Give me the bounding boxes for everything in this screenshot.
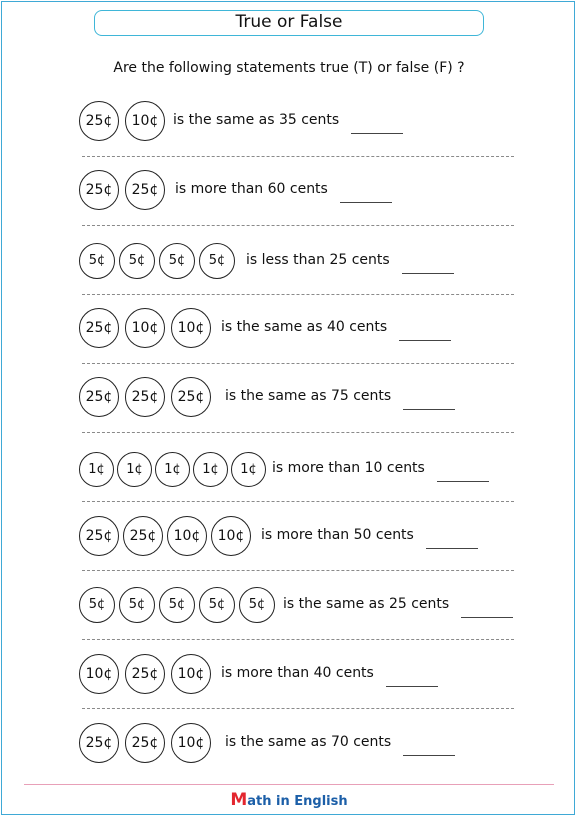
coin: 10¢ bbox=[125, 101, 165, 141]
statement-text: is the same as 75 cents bbox=[225, 388, 392, 404]
coin: 5¢ bbox=[79, 587, 115, 623]
coin: 5¢ bbox=[79, 243, 115, 279]
coin: 1¢ bbox=[117, 452, 152, 487]
row-divider bbox=[82, 570, 514, 571]
answer-blank[interactable] bbox=[399, 340, 451, 341]
page-title: True or False bbox=[94, 10, 484, 36]
answer-blank[interactable] bbox=[403, 409, 455, 410]
row-divider bbox=[82, 639, 514, 640]
statement-text: is the same as 25 cents bbox=[283, 596, 450, 612]
coin: 25¢ bbox=[125, 723, 165, 763]
coin: 5¢ bbox=[119, 243, 155, 279]
logo-text: ath in English bbox=[247, 794, 348, 809]
footer-logo bbox=[0, 790, 578, 810]
coin: 25¢ bbox=[79, 308, 119, 348]
statement-text: is the same as 35 cents bbox=[173, 112, 340, 128]
instructions: Are the following statements true (T) or false (F) ? bbox=[113, 60, 465, 76]
answer-blank[interactable] bbox=[403, 755, 455, 756]
answer-blank[interactable] bbox=[351, 133, 403, 134]
row-divider bbox=[82, 363, 514, 364]
coin: 25¢ bbox=[79, 101, 119, 141]
statement-text: is the same as 40 cents bbox=[221, 319, 388, 335]
row-divider bbox=[82, 501, 514, 502]
footer-divider bbox=[24, 784, 554, 785]
coin: 25¢ bbox=[125, 654, 165, 694]
row-divider bbox=[82, 432, 514, 433]
coin: 25¢ bbox=[125, 170, 165, 210]
answer-blank[interactable] bbox=[402, 273, 454, 274]
coin: 25¢ bbox=[79, 170, 119, 210]
coin: 1¢ bbox=[79, 452, 114, 487]
coin: 25¢ bbox=[79, 723, 119, 763]
coin: 5¢ bbox=[199, 243, 235, 279]
coin: 1¢ bbox=[155, 452, 190, 487]
coin: 25¢ bbox=[79, 377, 119, 417]
coin: 5¢ bbox=[239, 587, 275, 623]
coin: 25¢ bbox=[125, 377, 165, 417]
coin: 10¢ bbox=[171, 308, 211, 348]
coin: 10¢ bbox=[125, 308, 165, 348]
coin: 10¢ bbox=[167, 516, 207, 556]
row-divider bbox=[82, 708, 514, 709]
coin: 10¢ bbox=[79, 654, 119, 694]
logo-letter-m: M bbox=[230, 790, 248, 810]
coin: 5¢ bbox=[159, 587, 195, 623]
answer-blank[interactable] bbox=[461, 617, 513, 618]
statement-text: is more than 50 cents bbox=[261, 527, 414, 543]
coin: 5¢ bbox=[199, 587, 235, 623]
coin: 5¢ bbox=[119, 587, 155, 623]
answer-blank[interactable] bbox=[437, 481, 489, 482]
row-divider bbox=[82, 294, 514, 295]
statement-text: is more than 60 cents bbox=[175, 181, 328, 197]
coin: 10¢ bbox=[211, 516, 251, 556]
coin: 5¢ bbox=[159, 243, 195, 279]
row-divider bbox=[82, 156, 514, 157]
coin: 25¢ bbox=[171, 377, 211, 417]
statement-text: is less than 25 cents bbox=[246, 252, 390, 268]
coin: 1¢ bbox=[193, 452, 228, 487]
coin: 25¢ bbox=[79, 516, 119, 556]
coin: 10¢ bbox=[171, 654, 211, 694]
answer-blank[interactable] bbox=[426, 548, 478, 549]
coin: 1¢ bbox=[231, 452, 266, 487]
answer-blank[interactable] bbox=[340, 202, 392, 203]
statement-text: is more than 10 cents bbox=[272, 460, 425, 476]
row-divider bbox=[82, 225, 514, 226]
statement-text: is the same as 70 cents bbox=[225, 734, 392, 750]
coin: 10¢ bbox=[171, 723, 211, 763]
statement-text: is more than 40 cents bbox=[221, 665, 374, 681]
answer-blank[interactable] bbox=[386, 686, 438, 687]
coin: 25¢ bbox=[123, 516, 163, 556]
